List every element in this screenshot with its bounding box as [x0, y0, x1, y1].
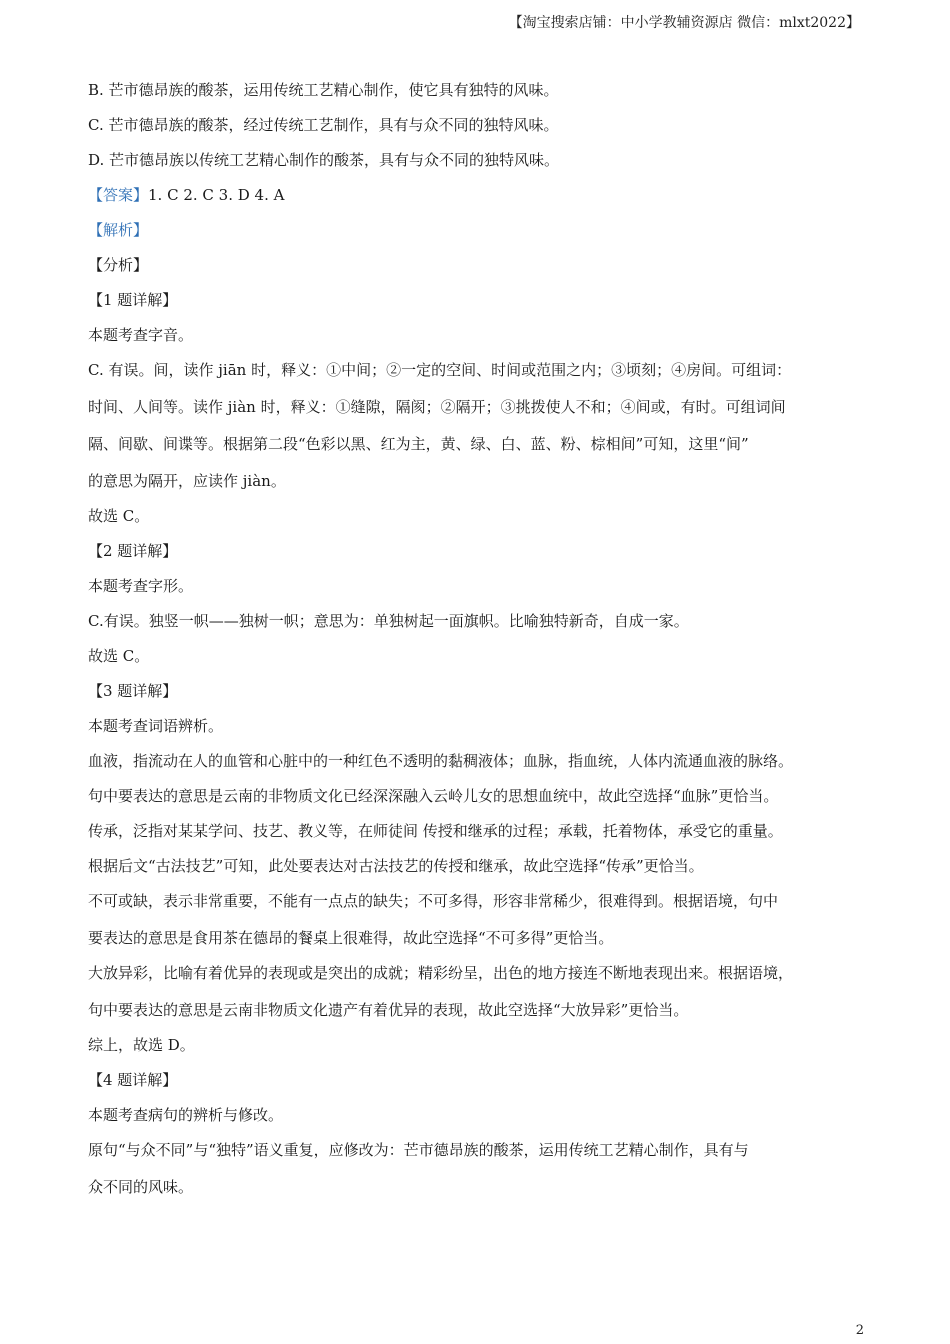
answer-values: 1. C 2. C 3. D 4. A — [148, 186, 285, 204]
page-number: 2 — [855, 1323, 864, 1338]
q2-explanation: C.有误。独竖一帜——独树一帜；意思为：单独树起一面旗帜。比喻独特新奇，自成一家。 — [88, 612, 689, 630]
q3-paragraph-line: 句中要表达的意思是云南非物质文化遗产有着优异的表现，故此空选择“大放异彩”更恰当。 — [88, 1001, 689, 1019]
q4-paragraph-line: 众不同的风味。 — [88, 1178, 194, 1196]
header-note: 【淘宝搜索店铺：中小学教辅资源店 微信：mlxt2022】 — [508, 15, 860, 31]
q4-heading: 【4 题详解】 — [88, 1071, 178, 1089]
analysis-heading — [88, 218, 878, 242]
q3-paragraph-line: 句中要表达的意思是云南的非物质文化已经深深融入云岭儿女的思想血统中，故此空选择“血脉”更恰当。 — [88, 787, 779, 805]
q4-paragraph-line: 原句“与众不同”与“独特”语义重复，应修改为：芒市德昂族的酸茶，运用传统工艺精心制作，具有与 — [88, 1141, 749, 1159]
q3-paragraph-line: 不可或缺，表示非常重要，不能有一点点的缺失；不可多得，形容非常稀少，很难得到。根据语境，句中 — [88, 892, 779, 910]
option-c: C. 芒市德昂族的酸茶，经过传统工艺制作，具有与众不同的独特风味。 — [88, 116, 559, 134]
answer-label: 【答案】 — [88, 186, 149, 204]
q3-paragraph-line: 根据后文“古法技艺”可知，此处要表达对古法技艺的传授和继承，故此空选择“传承”更恰当。 — [88, 857, 704, 875]
q1-paragraph-line: C. 有误。间，读作 jiān 时，释义：①中间；②一定的空间、时间或范围之内；③顷刻；④房间。可组词： — [88, 361, 792, 379]
option-b: B. 芒市德昂族的酸茶，运用传统工艺精心制作，使它具有独特的风味。 — [88, 81, 559, 99]
q1-paragraph-line: 时间、人间等。读作 jiàn 时，释义：①缝隙，隔阂；②隔开；③挑拨使人不和；④间或，有时。可组词间 — [88, 398, 786, 416]
q1-conclusion: 故选 C。 — [88, 507, 150, 525]
q3-heading: 【3 题详解】 — [88, 682, 178, 700]
q4-topic: 本题考查病句的辨析与修改。 — [88, 1106, 284, 1124]
q3-paragraph-line: 传承，泛指对某某学问、技艺、教义等，在师徒间 传授和继承的过程；承载，托着物体，承受它的重量。 — [88, 822, 783, 840]
fenxi-heading: 【分析】 — [88, 256, 149, 274]
q3-paragraph-line: 大放异彩，比喻有着优异的表现或是突出的成就；精彩纷呈，出色的地方接连不断地表现出来。根据语境， — [88, 964, 794, 982]
q1-paragraph-line: 的意思为隔开，应读作 jiàn。 — [88, 472, 286, 490]
q1-paragraph-line: 隔、间歇、间谍等。根据第二段“色彩以黑、红为主，黄、绿、白、蓝、粉、棕相间”可知，这里“间” — [88, 435, 749, 453]
q2-heading: 【2 题详解】 — [88, 542, 178, 560]
analysis-label: 【解析】 — [88, 221, 149, 239]
q3-topic: 本题考查词语辨析。 — [88, 717, 224, 735]
answer-line — [88, 183, 878, 207]
q1-topic: 本题考查字音。 — [88, 326, 194, 344]
option-d: D. 芒市德昂族以传统工艺精心制作的酸茶，具有与众不同的独特风味。 — [88, 151, 560, 169]
q2-topic: 本题考查字形。 — [88, 577, 194, 595]
q3-conclusion: 综上，故选 D。 — [88, 1036, 195, 1054]
q2-conclusion: 故选 C。 — [88, 647, 150, 665]
q3-paragraph-line: 血液，指流动在人的血管和心脏中的一种红色不透明的黏稠液体；血脉，指血统，人体内流通血液的脉络。 — [88, 752, 794, 770]
q1-heading: 【1 题详解】 — [88, 291, 178, 309]
q3-paragraph-line: 要表达的意思是食用茶在德昂的餐桌上很难得，故此空选择“不可多得”更恰当。 — [88, 929, 614, 947]
document-body — [88, 78, 878, 1210]
